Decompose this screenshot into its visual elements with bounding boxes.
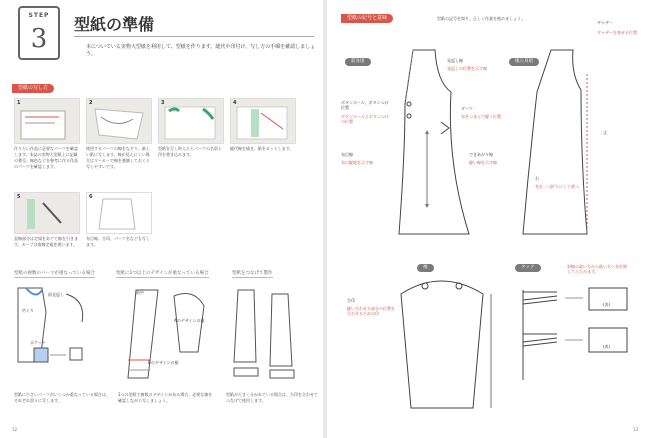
subhead-1: 型紙の複数のパーツが重なっている場合: [14, 271, 95, 276]
photo-step-1: 1: [14, 98, 80, 144]
right-page: [327, 0, 650, 438]
label-face-2: (表): [603, 344, 611, 349]
photo-step-3: 3: [158, 98, 224, 144]
label-finish-line: できあがり線: [469, 152, 493, 157]
desc-fold: 布を二つ折りにして裁つ: [535, 184, 579, 189]
label-pocket: ポケット: [30, 340, 46, 345]
desc-finish-line: 縫い線を示す線: [469, 160, 497, 165]
label-fold: わ: [535, 176, 539, 181]
back-bodice-diagram: [517, 44, 597, 244]
tuck-diagram: [515, 280, 635, 390]
label-front-center: 前中: [136, 290, 144, 295]
label-front-facing: 前見返し: [48, 292, 64, 297]
label-face-1: (表): [603, 302, 611, 307]
tuck-pill: タック: [515, 264, 541, 272]
subhead-2: 型紙に1つ以上のデザインが重なっている場合: [116, 271, 209, 276]
caption-6: 布目線、合印、パーツ名なども写します。: [86, 236, 150, 247]
label-dart: ダーツ: [461, 106, 473, 111]
caption-bottom-1: 型紙に小さいパーツがいくつか重なっている場合は、それぞれ別々に写します。: [14, 392, 110, 403]
caption-3: 型紙を写し終えたらパーツの名前と印を書き込みます。: [158, 146, 222, 157]
section-head-right: 型紙の記号と意味: [341, 14, 393, 23]
ruler-icon: [231, 99, 295, 143]
pattern-piece-icon: [87, 193, 151, 233]
label-facing-line: 見返し線: [447, 58, 463, 63]
desc-tuck: 斜線の高い方から低い方へ布を倒してたたみます。: [567, 264, 627, 274]
left-page: [0, 0, 323, 438]
back-body-pill: 後ろ身頃: [509, 58, 539, 66]
front-bodice-diagram: [391, 44, 471, 244]
subhead-3: 型紙をつなげて製作: [232, 271, 273, 276]
step-label: STEP: [28, 12, 50, 19]
desc-notch: 縫い合わせる部分の位置を合わせるための印: [347, 306, 395, 316]
caption-4: 縫代線を描き、紙をカットします。: [230, 146, 294, 151]
tracing-icon: [87, 99, 151, 143]
page-title: 型紙の準備: [74, 15, 155, 34]
multi-design-diagram: [118, 282, 218, 382]
caption-bottom-3: 型紙が大きく分かれている場合は、合印を合わせてつなげて使用します。: [226, 392, 318, 403]
caption-bottom-2: 1つの型紙で複数のデザインがある場合、必要な線を確認しながら写しましょう。: [118, 392, 213, 403]
title-rule: [74, 36, 314, 37]
label-grainline: 布目線: [341, 152, 353, 157]
photo-step-5: 5: [14, 192, 80, 234]
label-length: 丈: [603, 130, 607, 135]
marker-icon: [159, 99, 223, 143]
joined-pattern-diagram: [226, 282, 316, 382]
label-design-a: Aのデザインの裾: [174, 318, 205, 323]
photo-step-6: 6: [86, 192, 152, 234]
page-number-right: 13: [632, 427, 638, 432]
desc-buttonhole: ボタンホールとボタンつけの位置: [341, 114, 389, 124]
label-design-b: Bのデザインの裾: [148, 360, 179, 365]
step-badge: [18, 6, 60, 60]
caption-1: 作りたい作品に必要なパーツを確認します。本誌の実物大型紙上に記載の番号、線色などを参考に作る作品のパーツを確認します。: [14, 146, 78, 169]
desc-gather: ギャザーを寄せる位置: [597, 30, 637, 35]
step-number: 3: [30, 24, 48, 54]
desc-grainline: 布の縦地を示す線: [341, 160, 373, 165]
desc-facing-line: 見返しの位置を示す線: [447, 66, 487, 71]
page-number-left: 12: [12, 427, 18, 432]
desc-dart: 布をつまんで縫う位置: [461, 114, 501, 119]
label-gather: ギャザー: [597, 20, 613, 25]
caption-5: 直線部分は定規をあてて線を引きます。カーブは曲線定規を使います。: [14, 236, 78, 247]
label-notch: 合印: [347, 298, 355, 303]
photo-step-4: 4: [230, 98, 296, 144]
caption-2: 使用するパーツの線をなぞり、新しい紙に写します。線が見えにくい場合はマーカーで線を強調しておくと写しやすいです。: [86, 146, 150, 169]
pattern-sheet-icon: [15, 99, 79, 143]
photo-step-2: 2: [86, 98, 152, 144]
sleeve-pill: 袖: [417, 264, 434, 272]
section-note: 型紙の記号を知り、正しく作業を進めましょう。: [437, 16, 525, 21]
label-neckline: 衿ぐり: [22, 308, 34, 313]
label-buttonhole: ボタンホール、ボタンつけ位置: [341, 100, 389, 110]
sleeve-diagram: [387, 274, 497, 414]
pen-icon: [15, 193, 79, 233]
front-body-pill: 前身頃: [345, 58, 371, 66]
intro-text: 本についている実物大型紙を利用して、型紙を作ります。縫代や印付け、写し方の手順を確認しましょう。: [86, 44, 316, 57]
section-head: 型紙の写し方: [12, 84, 54, 93]
